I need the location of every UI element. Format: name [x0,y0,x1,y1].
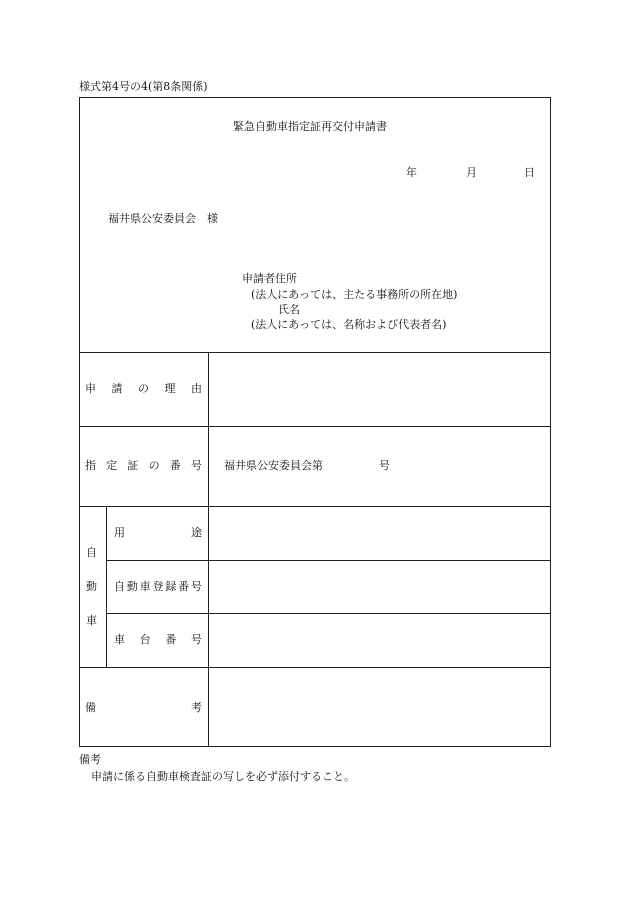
purpose-field[interactable] [214,512,544,554]
vehicle-group-label-3: 車 [86,614,97,627]
row-divider [79,426,551,427]
date-day-label: 日 [524,166,535,179]
footer-note: 申請に係る自動車検査証の写しを必ず添付すること。 [91,770,355,783]
vehicle-group-label-2: 動 [86,580,97,593]
reason-label: 申 請 の 理 由 [85,382,202,395]
date-month-label: 月 [466,166,477,179]
addressee: 福井県公安委員会 様 [108,212,218,225]
vehicle-group-divider [106,506,107,667]
row-divider [79,506,551,507]
remarks-label: 備 考 [85,701,202,714]
label-column-divider [208,352,209,747]
chassis-number-label: 車 台 番 号 [114,633,202,646]
registration-number-label: 自 動 車 登 録 番 号 [114,580,202,593]
date-year-label: 年 [406,166,417,179]
applicant-name-note: (法人にあっては、名称および代表者名) [251,318,447,331]
vehicle-group-label-1: 自 [86,546,97,559]
reason-field[interactable] [214,358,544,420]
chassis-number-field[interactable] [214,619,544,661]
certificate-number-label: 指 定 証 の 番 号 [85,459,202,472]
row-divider [106,613,551,614]
certificate-number-suffix: 号 [379,459,390,472]
header-divider [79,352,551,353]
row-divider [79,667,551,668]
purpose-label: 用 途 [114,526,202,539]
applicant-address-note: (法人にあっては、主たる事務所の所在地) [251,288,458,301]
footer-heading: 備考 [79,753,101,766]
form-title: 緊急自動車指定証再交付申請書 [233,120,387,133]
row-divider [106,560,551,561]
applicant-name-label: 氏名 [278,303,300,316]
certificate-number-prefix: 福井県公安委員会第 [224,459,323,472]
applicant-address-label: 申請者住所 [242,272,297,285]
registration-number-field[interactable] [214,566,544,608]
form-number: 様式第4号の4(第8条関係) [79,80,208,93]
remarks-field[interactable] [214,673,544,741]
